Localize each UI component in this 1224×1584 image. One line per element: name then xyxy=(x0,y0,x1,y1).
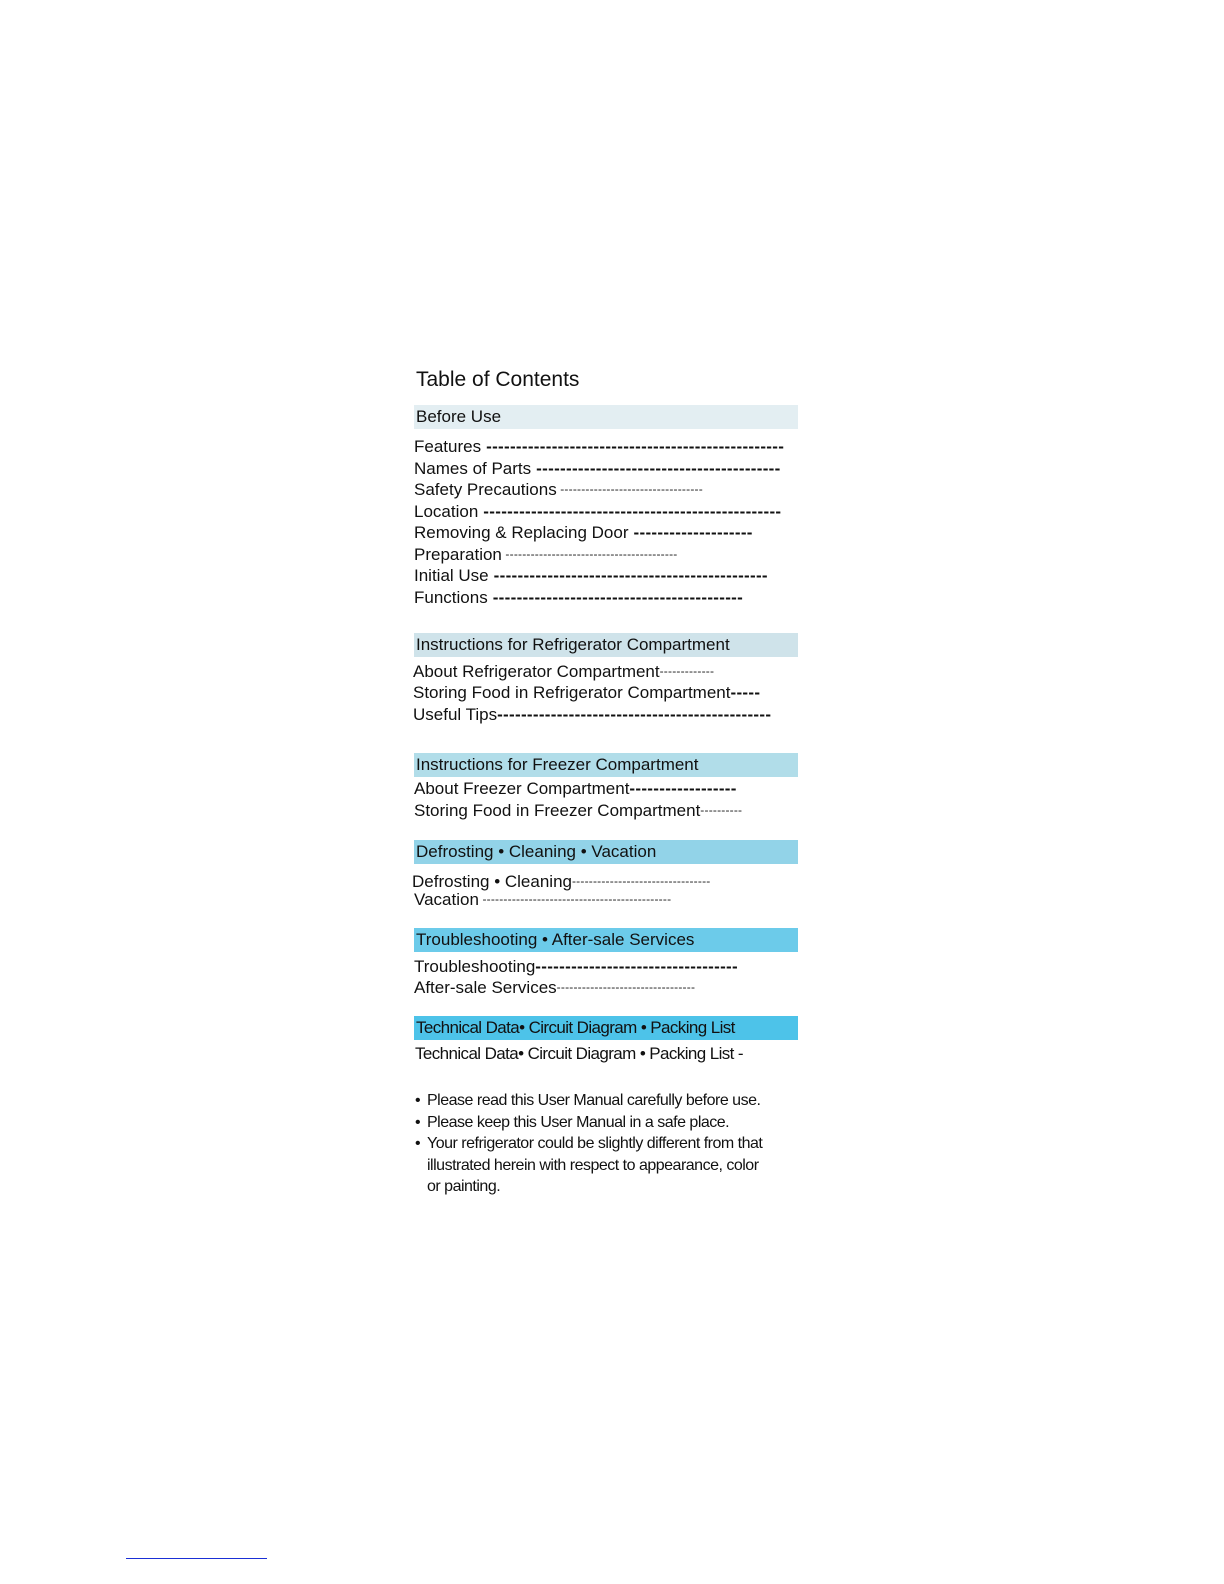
toc-entry-useful-tips[interactable] xyxy=(413,704,771,725)
note-keep-manual xyxy=(415,1112,815,1134)
toc-leader: ----------------------------------------- xyxy=(531,459,781,478)
toc-entry-label: Defrosting • Cleaning xyxy=(412,872,572,891)
toc-entry-removing-replacing-door[interactable] xyxy=(414,522,753,543)
toc-entry-label: About Refrigerator Compartment xyxy=(413,662,660,681)
section-heading-label: Instructions for Refrigerator Compartment xyxy=(416,635,730,654)
toc-entry-names-of-parts[interactable] xyxy=(414,458,781,479)
toc-entry-troubleshooting[interactable] xyxy=(414,956,738,977)
toc-entry-label: Location xyxy=(414,502,479,521)
section-heading-label: Before Use xyxy=(416,407,502,426)
toc-entry-label: Storing Food in Refrigerator Compartment xyxy=(413,683,731,702)
toc-entry-label: Useful Tips xyxy=(413,705,498,724)
toc-entry-label: Functions xyxy=(414,588,488,607)
toc-entry-technical-data[interactable] xyxy=(415,1043,743,1064)
toc-entry-label: Storing Food in Freezer Compartment xyxy=(414,801,701,820)
toc-entry-preparation[interactable] xyxy=(414,544,677,565)
toc-entry-label: Initial Use xyxy=(414,566,489,585)
toc-entry-storing-food-freezer[interactable] xyxy=(414,800,742,821)
toc-entry-label: After-sale Services xyxy=(414,978,557,997)
toc-entry-label: Names of Parts xyxy=(414,459,532,478)
bullet-icon: • xyxy=(415,1135,421,1152)
toc-leader: --------------------------------- xyxy=(556,980,696,994)
section-heading-before-use xyxy=(414,405,798,429)
section-heading-label: Instructions for Freezer Compartment xyxy=(416,755,699,774)
toc-entry-label: Features xyxy=(414,437,482,456)
note-appearance-end xyxy=(415,1176,815,1198)
note-read-manual xyxy=(415,1090,815,1112)
section-heading-technical-data xyxy=(414,1016,798,1040)
toc-leader: - xyxy=(733,1044,743,1063)
toc-leader: ---------------------------------- xyxy=(556,482,703,496)
toc-leader: -------------------- xyxy=(628,523,753,542)
section-heading-defrosting xyxy=(414,840,798,864)
note-text: Please read this User Manual carefully before use. xyxy=(427,1092,761,1109)
note-appearance-cont xyxy=(415,1155,815,1177)
toc-entry-after-sale-services[interactable] xyxy=(414,977,695,998)
toc-leader: ------------- xyxy=(659,664,715,678)
toc-entry-safety-precautions[interactable] xyxy=(414,479,703,500)
toc-leader: -------------------------------------------------- xyxy=(478,502,782,521)
toc-entry-initial-use[interactable] xyxy=(414,565,768,586)
toc-entry-label: Troubleshooting xyxy=(414,957,536,976)
toc-entry-label: Safety Precautions xyxy=(414,480,557,499)
section-heading-label: Defrosting • Cleaning • Vacation xyxy=(416,842,657,861)
toc-leader: --------------------------------------------- xyxy=(478,892,672,906)
toc-leader: ------------------ xyxy=(629,779,737,798)
toc-entry-label: Preparation xyxy=(414,545,502,564)
toc-leader: ---------------------------------------------- xyxy=(488,566,768,585)
bullet-icon: • xyxy=(415,1113,421,1131)
toc-entry-label: Vacation xyxy=(414,890,479,909)
toc-leader: -------------------------------------------------- xyxy=(481,437,785,456)
note-text: Your refrigerator could be slightly different from that xyxy=(427,1135,763,1152)
toc-title: Table of Contents xyxy=(416,368,580,391)
usage-notes xyxy=(415,1090,815,1198)
toc-leader: ---------------------------------------------- xyxy=(497,705,772,724)
toc-entry-about-freezer[interactable] xyxy=(414,778,737,799)
toc-entry-functions[interactable] xyxy=(414,587,743,608)
toc-leader: ------------------------------------------ xyxy=(487,588,744,607)
toc-entry-label: Removing & Replacing Door xyxy=(414,523,629,542)
note-text: or painting. xyxy=(427,1178,501,1195)
note-text: illustrated herein with respect to appearance, color xyxy=(427,1156,759,1174)
toc-leader: --------------------------------- xyxy=(571,874,711,888)
note-text: Please keep this User Manual in a safe place. xyxy=(427,1113,730,1131)
section-heading-troubleshooting xyxy=(414,928,798,952)
toc-leader: ----------------------------------------- xyxy=(501,547,678,561)
section-heading-freezer xyxy=(414,753,798,777)
toc-entry-location[interactable] xyxy=(414,501,781,522)
bullet-icon: • xyxy=(415,1092,421,1109)
footnote-rule xyxy=(126,1558,267,1559)
note-appearance xyxy=(415,1133,815,1155)
section-heading-label: Technical Data• Circuit Diagram • Packing List xyxy=(416,1018,735,1037)
toc-entry-label: About Freezer Compartment xyxy=(414,779,630,798)
toc-entry-about-refrigerator[interactable] xyxy=(413,661,714,682)
section-heading-refrigerator xyxy=(414,633,798,657)
toc-entry-label: Technical Data• Circuit Diagram • Packing List xyxy=(415,1044,734,1063)
toc-entry-features[interactable] xyxy=(414,436,784,457)
toc-entry-storing-food-refrigerator[interactable] xyxy=(413,682,760,703)
toc-leader: ----- xyxy=(730,683,761,702)
toc-entry-vacation[interactable] xyxy=(414,889,671,910)
section-heading-label: Troubleshooting • After-sale Services xyxy=(416,930,695,949)
toc-leader: ---------------------------------- xyxy=(535,957,738,976)
toc-leader: ---------- xyxy=(700,803,743,817)
